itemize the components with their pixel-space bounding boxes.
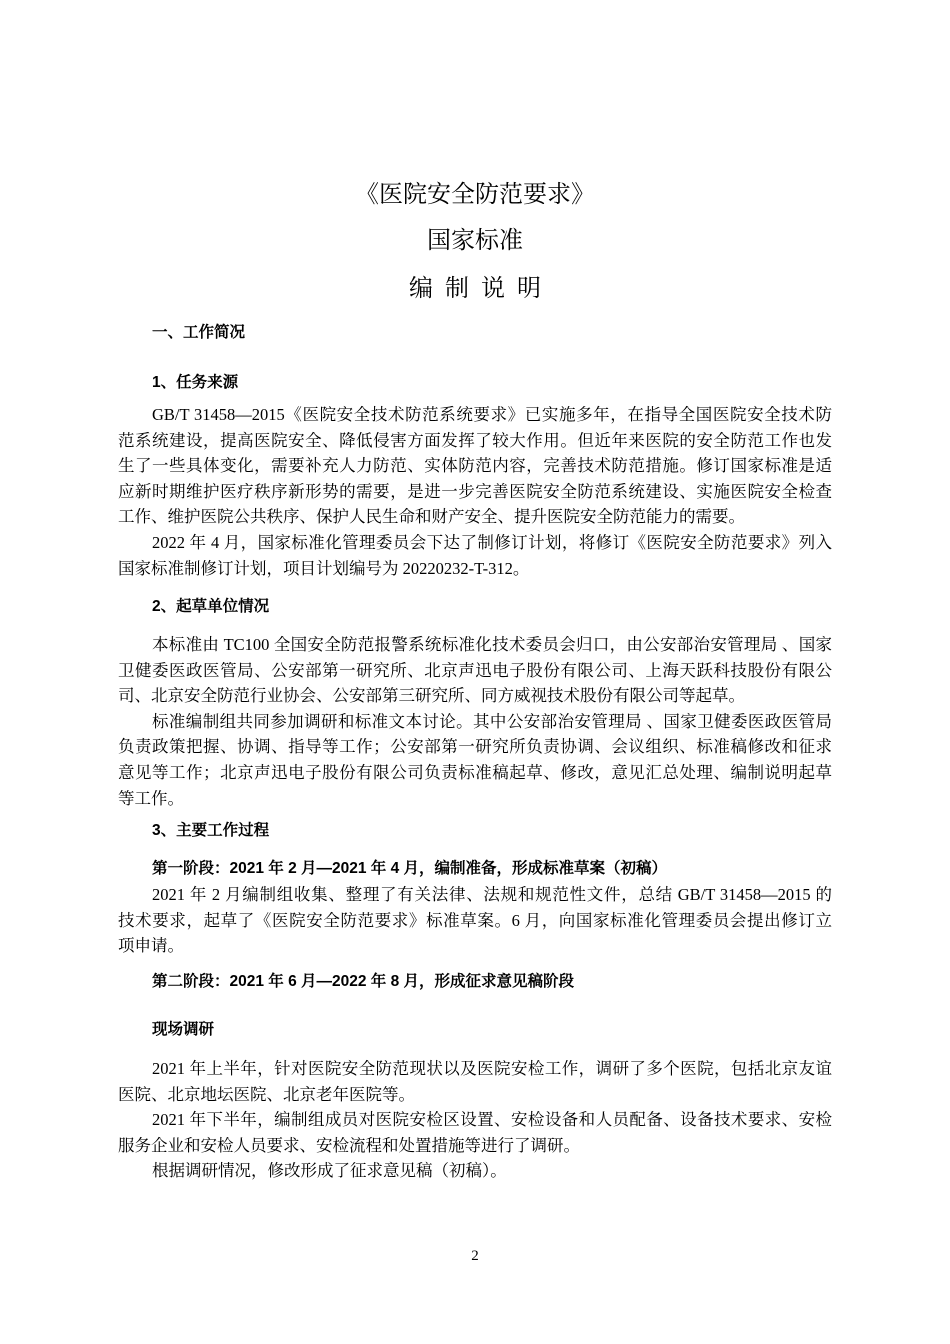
text-line: 意见等工作；北京声迅电子股份有限公司负责标准稿起草、修改，意见汇总处理、编制说明起草 <box>118 762 832 782</box>
text-line: 2021 年上半年，针对医院安全防范现状以及医院安检工作，调研了多个医院，包括北京友谊 <box>152 1059 832 1078</box>
survey-heading: 现场调研 <box>152 1021 215 1038</box>
text-line: 负责政策把握、协调、指导等工作；公安部第一研究所负责协调、会议组织、标准稿修改和征求 <box>118 737 832 757</box>
section-heading: 一、工作简况 <box>152 324 246 341</box>
subsection-heading: 2、起草单位情况 <box>152 598 270 615</box>
phase-heading: 第二阶段：2021 年 6 月—2022 年 8 月，形成征求意见稿阶段 <box>152 973 575 990</box>
text-line: 2022 年 4 月，国家标准化管理委员会下达了制修订计划，将修订《医院安全防范要求》列入 <box>152 532 832 552</box>
text-line: 2021 年下半年，编制组成员对医院安检区设置、安检设备和人员配备、设备技术要求、安检 <box>152 1110 832 1130</box>
text-line: 应新时期维护医疗秩序新形势的需要，是进一步完善医院安全防范系统建设、实施医院安全检查 <box>118 481 832 501</box>
doc-title: 《医院安全防范要求》 <box>355 181 595 208</box>
text-line: 司、北京安全防范行业协会、公安部第三研究所、同方威视技术股份有限公司等起草。 <box>118 686 745 706</box>
text-line: 项申请。 <box>118 936 184 956</box>
paragraph <box>118 1056 832 1184</box>
text-line: 范系统建设，提高医院安全、降低侵害方面发挥了较大作用。但近年来医院的安全防范工作也发 <box>118 430 832 450</box>
page-number: 2 <box>471 1248 479 1264</box>
doc-heading: 编制说明 <box>409 275 553 302</box>
text-line: 本标准由 TC100 全国安全防范报警系统标准化技术委员会归口，由公安部治安管理局 、国家 <box>152 635 832 654</box>
text-line: 服务企业和安检人员要求、安检流程和处置措施等进行了调研。 <box>118 1135 580 1155</box>
text-line: 医院、北京地坛医院、北京老年医院等。 <box>118 1084 415 1104</box>
text-line: 工作、维护医院公共秩序、保护人民生命和财产安全、提升医院安全防范能力的需要。 <box>118 507 745 527</box>
subsection-heading: 3、主要工作过程 <box>152 822 270 839</box>
doc-subtitle: 国家标准 <box>427 227 523 254</box>
text-line: 2021 年 2 月编制组收集、整理了有关法律、法规和规范性文件，总结 GB/T 31458—2015 的 <box>152 885 832 904</box>
paragraph <box>118 402 832 581</box>
text-line: 国家标准制修订计划，项目计划编号为 20220232-T-312。 <box>118 558 530 578</box>
paragraph <box>118 632 832 811</box>
paragraph <box>118 882 832 959</box>
subsection-heading: 1、任务来源 <box>152 374 239 391</box>
text-line: 等工作。 <box>118 788 184 808</box>
text-line: 根据调研情况，修改形成了征求意见稿（初稿）。 <box>152 1161 507 1181</box>
text-line: GB/T 31458—2015《医院安全技术防范系统要求》已实施多年，在指导全国医院安全技术防 <box>152 405 832 424</box>
text-line: 技术要求，起草了《医院安全防范要求》标准草案。6 月，向国家标准化管理委员会提出修订立 <box>118 910 832 930</box>
text-line: 生了一些具体变化，需要补充人力防范、实体防范内容，完善技术防范措施。修订国家标准是适 <box>118 456 832 476</box>
phase-heading: 第一阶段：2021 年 2 月—2021 年 4 月，编制准备，形成标准草案（初稿） <box>152 860 668 877</box>
text-line: 卫健委医政医管局、公安部第一研究所、北京声迅电子股份有限公司、上海天跃科技股份有限公 <box>118 660 832 680</box>
text-line: 标准编制组共同参加调研和标准文本讨论。其中公安部治安管理局 、国家卫健委医政医管局 <box>152 711 832 731</box>
